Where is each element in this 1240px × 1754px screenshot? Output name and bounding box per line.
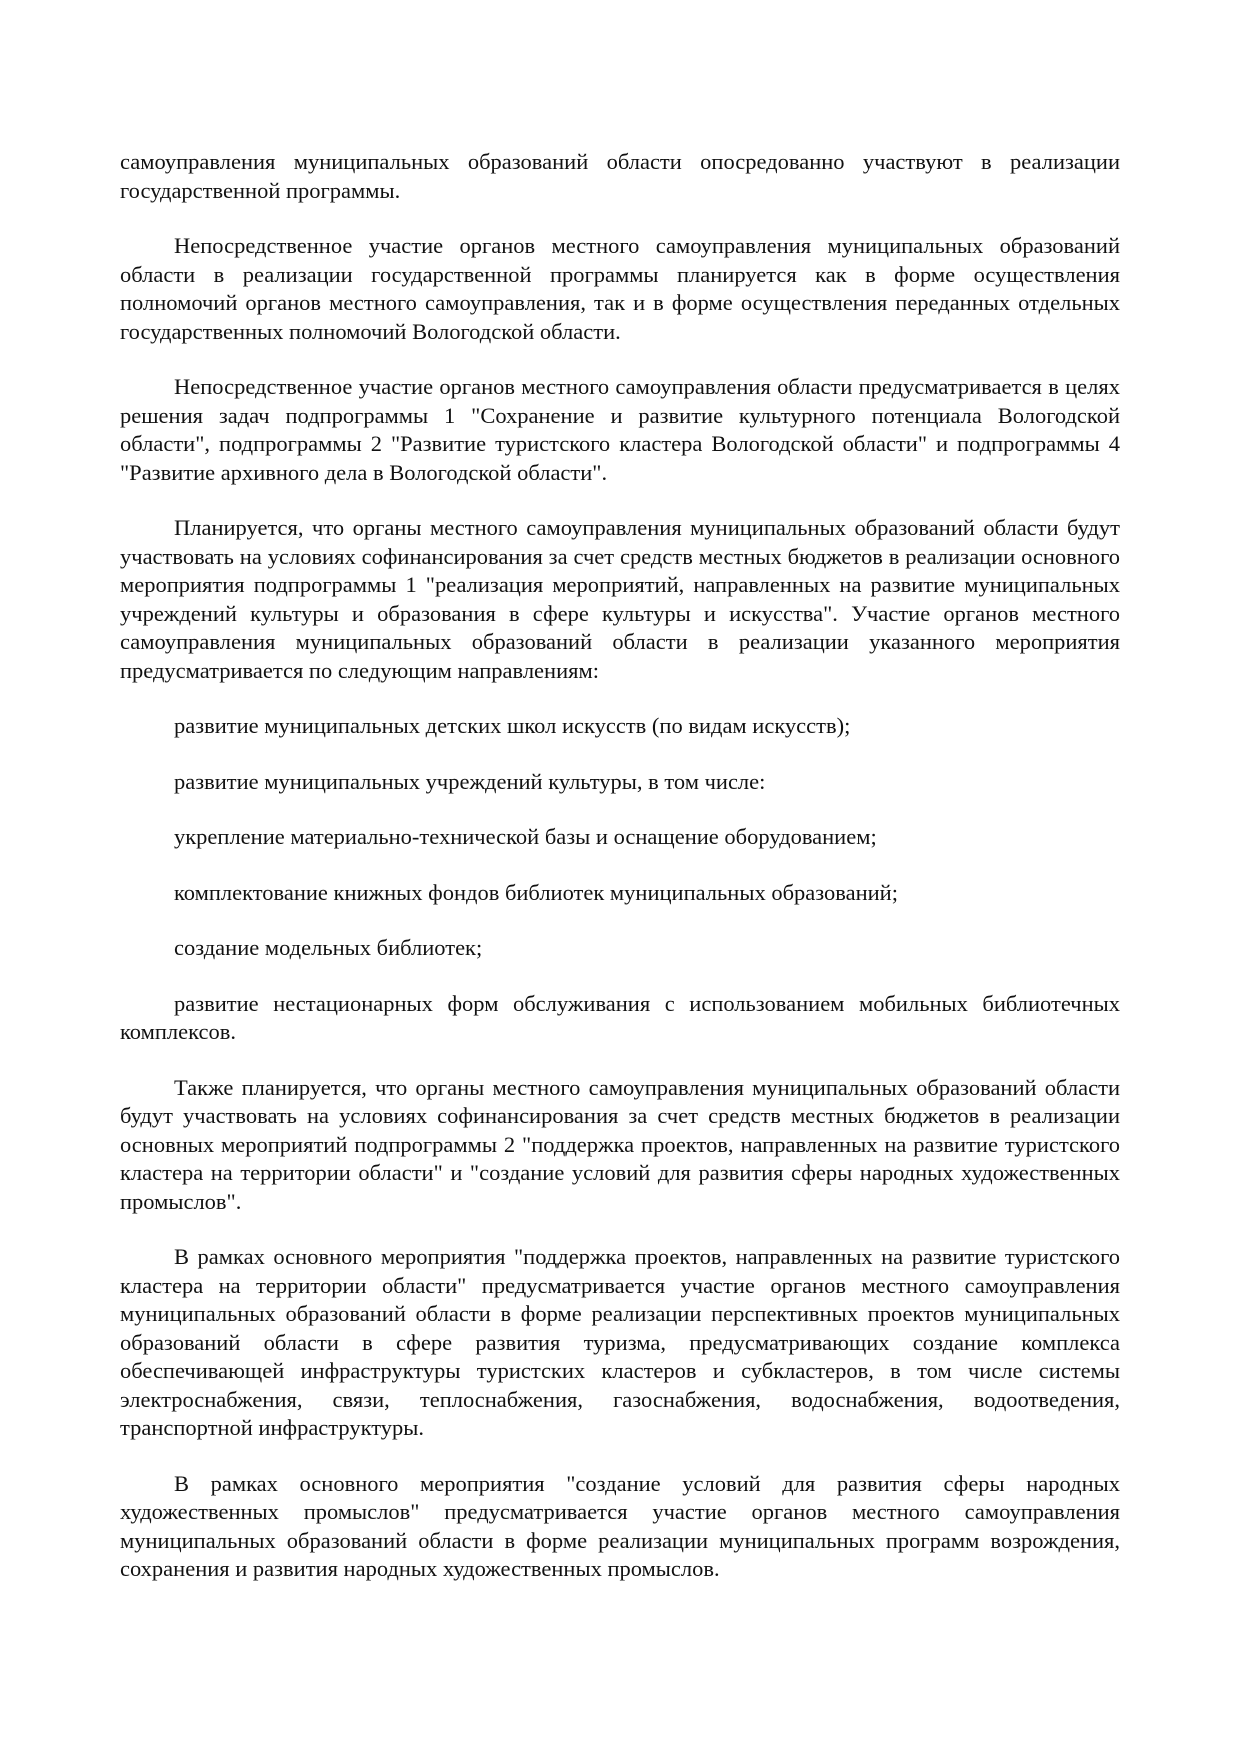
- directions-list: [120, 712, 1120, 1047]
- list-item: развитие муниципальных учреждений культуры, в том числе:: [174, 768, 766, 794]
- list-item: создание модельных библиотек;: [174, 935, 483, 960]
- paragraph-direct-participation: Непосредственное участие органов местного самоуправления муниципальных образований области в реализации государственной программы планируется как в форме осуществления полномочий органов местного самоуправления, так и в форме осуществления переданных отдельных государственных полномочий Вологодской области.: [120, 233, 1120, 344]
- paragraph-subprogram-goals: Непосредственное участие органов местного самоуправления области предусматривается в целях решения задач подпрограммы 1 "Сохранение и развитие культурного потенциала Вологодской области", подпрограммы 2 "Развитие туристского кластера Вологодской области" и подпрограммы 4 "Развитие архивного дела в Вологодской области".: [120, 374, 1120, 485]
- paragraph-cofinancing-subprogram-1: Планируется, что органы местного самоуправления муниципальных образований области будут участвовать на условиях софинансирования за счет средств местных бюджетов в реализации основного мероприятия подпрограммы 1 "реализация мероприятий, направленных на развитие муниципальных учреждений культуры и образования в сфере культуры и искусства". Участие органов местного самоуправления муниципальных образований области в реализации указанного мероприятия предусматривается по следующим направлениям:: [120, 515, 1120, 683]
- paragraph-continuation: самоуправления муниципальных образований области опосредованно участвуют в реализации государственной программы.: [120, 149, 1120, 203]
- document-page: [120, 148, 1120, 1611]
- list-item: комплектование книжных фондов библиотек муниципальных образований;: [174, 879, 898, 905]
- list-item: развитие нестационарных форм обслуживания с использованием мобильных библиотечных комплексов.: [120, 990, 1120, 1044]
- paragraph-tourism-cluster: В рамках основного мероприятия "поддержка проектов, направленных на развитие туристского кластера на территории области" предусматривается участие органов местного самоуправления муниципальных образований области в форме реализации перспективных проектов муниципальных образований области в сфере развития туризма, предусматривающих создание комплекса обеспечивающей инфраструктуры туристских кластеров и субкластеров, в том числе системы электроснабжения, связи, теплоснабжения, газоснабжения, водоснабжения, водоотведения, транспортной инфраструктуры.: [120, 1244, 1120, 1440]
- list-item: развитие муниципальных детских школ искусств (по видам искусств);: [174, 713, 851, 738]
- paragraph-folk-crafts: В рамках основного мероприятия "создание условий для развития сферы народных художественных промыслов" предусматривается участие органов местного самоуправления муниципальных образований области в форме реализации муниципальных программ возрождения, сохранения и развития народных художественных промыслов.: [120, 1470, 1120, 1581]
- paragraph-cofinancing-subprogram-2: Также планируется, что органы местного самоуправления муниципальных образований области будут участвовать на условиях софинансирования за счет средств местных бюджетов в реализации основных мероприятий подпрограммы 2 "поддержка проектов, направленных на развитие туристского кластера на территории области" и "создание условий для развития сферы народных художественных промыслов".: [120, 1074, 1120, 1214]
- list-item: укрепление материально-технической базы и оснащение оборудованием;: [174, 824, 877, 849]
